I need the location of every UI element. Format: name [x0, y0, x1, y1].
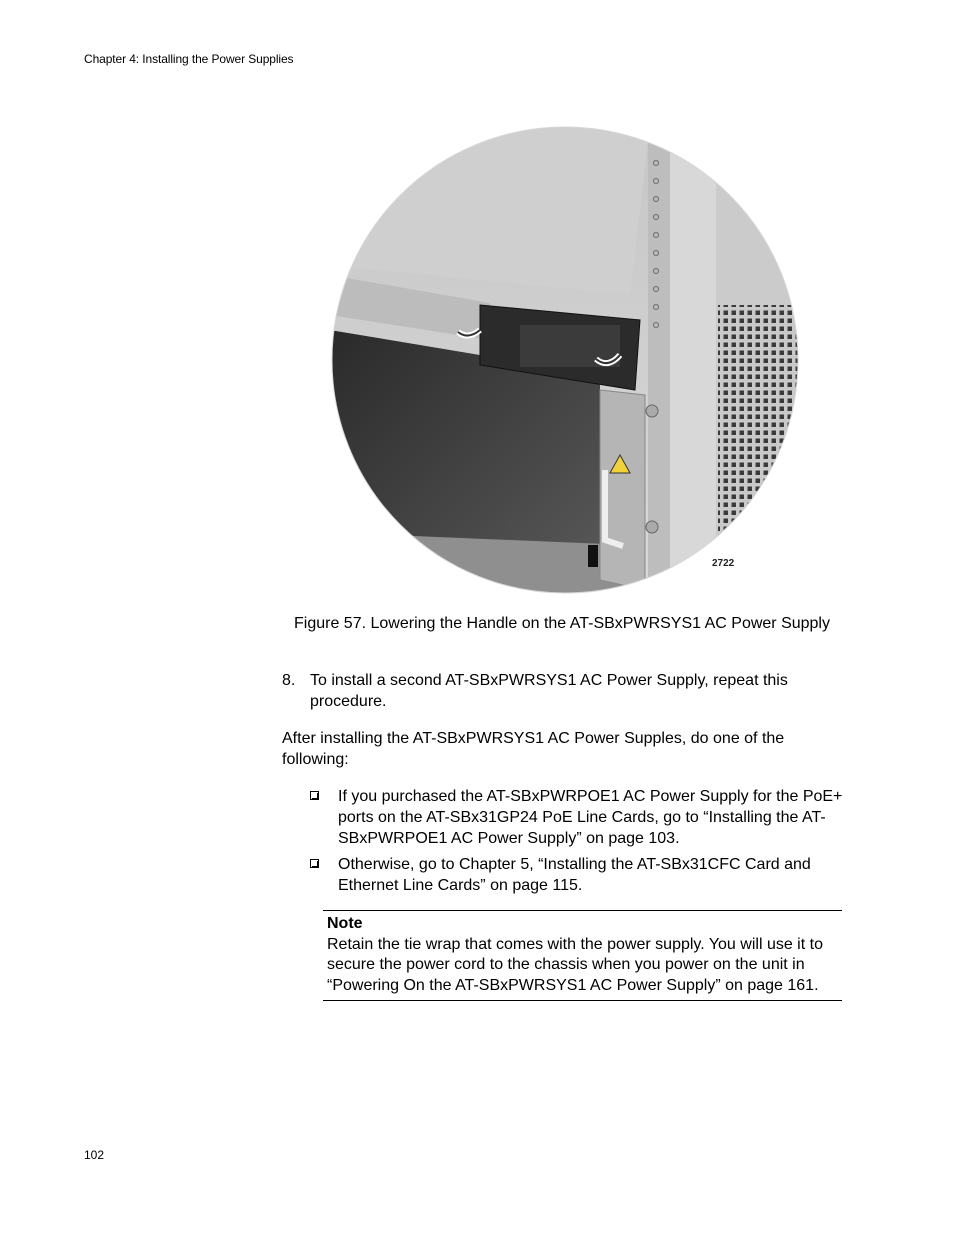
note-text: Retain the tie wrap that comes with the power supply. You will use it to secure the power cord to the chassis when you power on the unit in “Powering On the AT-SBxPWRSYS1 AC Power Supply” on page 161.: [327, 935, 823, 994]
list-item-text: Otherwise, go to Chapter 5, “Installing the AT-SBx31CFC Card and Ethernet Line Cards” on page 115.: [338, 856, 811, 894]
running-header: Chapter 4: Installing the Power Supplies: [84, 52, 294, 66]
intro-paragraph: After installing the AT-SBxPWRSYS1 AC Power Supples, do one of the following:: [282, 730, 785, 768]
chassis-illustration-svg: [330, 125, 800, 595]
figure-id-label: 2722: [712, 558, 735, 569]
page-number: 102: [84, 1148, 105, 1162]
step-number: 8.: [282, 672, 296, 689]
step-text: To install a second AT-SBxPWRSYS1 AC Power Supply, repeat this procedure.: [310, 672, 788, 710]
checkbox-bullet-icon: [310, 859, 319, 868]
figure-caption: Figure 57. Lowering the Handle on the AT-SBxPWRSYS1 AC Power Supply: [294, 615, 830, 632]
list-item-text: If you purchased the AT-SBxPWRPOE1 AC Power Supply for the PoE+ ports on the AT-SBx31GP24 PoE Line Cards, go to “Installing the AT-SBxPWRPOE1 AC Power Supply” on page 103.: [338, 788, 843, 847]
checkbox-bullet-icon: [310, 791, 319, 800]
power-supply-illustration: [330, 125, 800, 595]
bullet-list: [310, 786, 850, 901]
note-title: Note: [327, 915, 363, 932]
list-item: [310, 854, 850, 896]
note-box: [323, 910, 842, 1001]
list-item: [310, 786, 850, 849]
